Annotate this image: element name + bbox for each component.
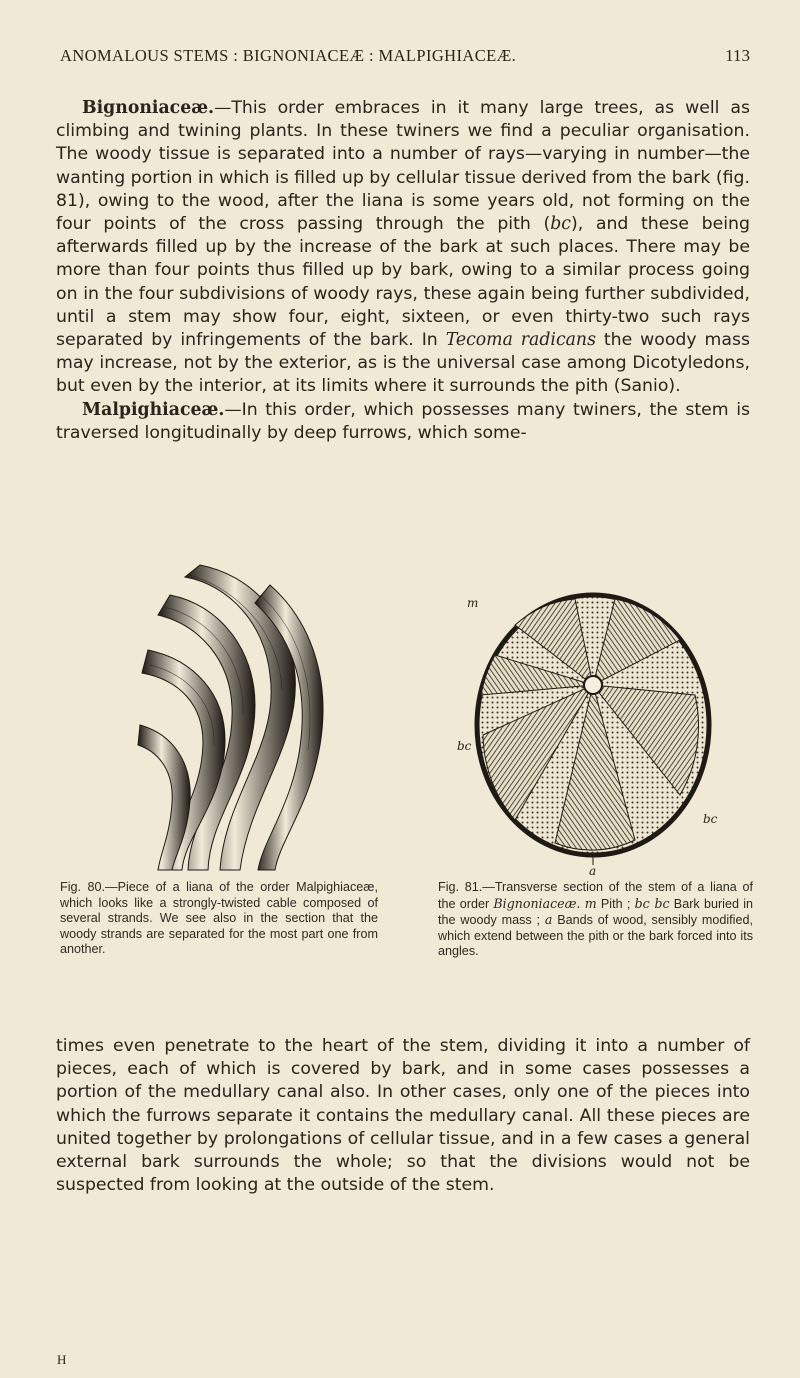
figure-81-transverse-section: [455, 585, 725, 875]
page-number: 113: [725, 46, 750, 65]
cap81-a: a: [544, 912, 553, 928]
cap81-text-a: Fig. 81.—Transverse section of the stem of a liana of the order: [438, 880, 753, 911]
label-a: a: [589, 864, 597, 875]
pith: [584, 676, 602, 694]
ref-bc: bc: [550, 214, 571, 235]
cap81-text-d: Bark buried in the woody mass ;: [438, 896, 754, 928]
term-malpighiaceae: Malpighiaceæ.: [82, 399, 225, 420]
cap81-m: m: [584, 895, 597, 911]
running-header: [60, 46, 750, 76]
bottom-text-block: [56, 1035, 750, 1197]
species-name: Tecoma radicans: [445, 330, 596, 351]
cap81-order: Bignoniaceæ.: [493, 895, 581, 911]
cap81-text-c: Pith ;: [596, 896, 635, 911]
twisted-liana-illustration: [130, 555, 340, 875]
paragraph-continued: times even penetrate to the heart of the stem, dividing it into a number of pieces, each of which is covered by bark, and in some cases possesses a portion of the medullary canal also. In other cases, only one of the pieces into which the furrows separate it contains the medullary canal. All these pieces are united together by prolongations of cellular tissue, and in a few cases a general external bark surrounds the whole; so that the divisions would not be suspected from looking at the outside of the stem.: [56, 1036, 750, 1196]
label-m: m: [467, 596, 479, 610]
paragraph-bignoniaceae: [56, 97, 750, 399]
caption-figure-81: [438, 880, 753, 960]
malpig-text: —In this order, which possesses many twiners, the stem is traversed longitudinally by deep furrows, which some-: [56, 399, 750, 443]
figure-80-twisted-liana: [130, 555, 340, 875]
bignon-text-c: the woody mass may increase, not by the exterior, as is the universal case among Dicotyledons, but even by the interior, at its limits where it surrounds the pith (Sanio).: [56, 330, 750, 397]
bignon-text-a: —This order embraces in it many large trees, as well as climbing and twining plants. In these twiners we find a peculiar organisation. The woody tissue is separated into a number of rays—varying in number—the wanting portion in which is filled up by cellular tissue derived from the bark (fig. 81), owing to the wood, after the liana is some years old, not forming on the four points of the cross passing through the pith (: [56, 98, 750, 235]
bignon-text-b: ), and these being afterwards filled up by the increase of the bark at such places. There may be more than four points thus filled up by bark, owing to a similar process going on in the four subdivisions of woody rays, these again being further subdivided, until a stem may show four, eight, sixteen, or even thirty-two such rays separated by infringements of the bark. In: [56, 214, 750, 351]
top-text-block: [56, 97, 750, 445]
label-bc-right: bc: [703, 812, 718, 826]
cap81-text-e: Bands of wood, sensibly modified, which extend between the pith or the bark forced into its angles.: [438, 913, 753, 959]
term-bignoniaceae: Bignoniaceæ.: [82, 98, 215, 118]
signature-mark: H: [57, 1352, 67, 1367]
caption-figure-80: Fig. 80.—Piece of a liana of the order Malpighiaceæ, which looks like a strongly-twisted cable composed of several strands. We see also in the section that the woody strands are separated for the most part one from another.: [60, 880, 378, 957]
running-title: ANOMALOUS STEMS : BIGNONIACEÆ : MALPIGHIACEÆ.: [60, 46, 517, 65]
label-bc-left: bc: [457, 739, 472, 753]
paragraph-malpighiaceae: [56, 399, 750, 445]
transverse-section-illustration: [455, 585, 725, 875]
cap81-bc: bc bc: [634, 895, 670, 911]
